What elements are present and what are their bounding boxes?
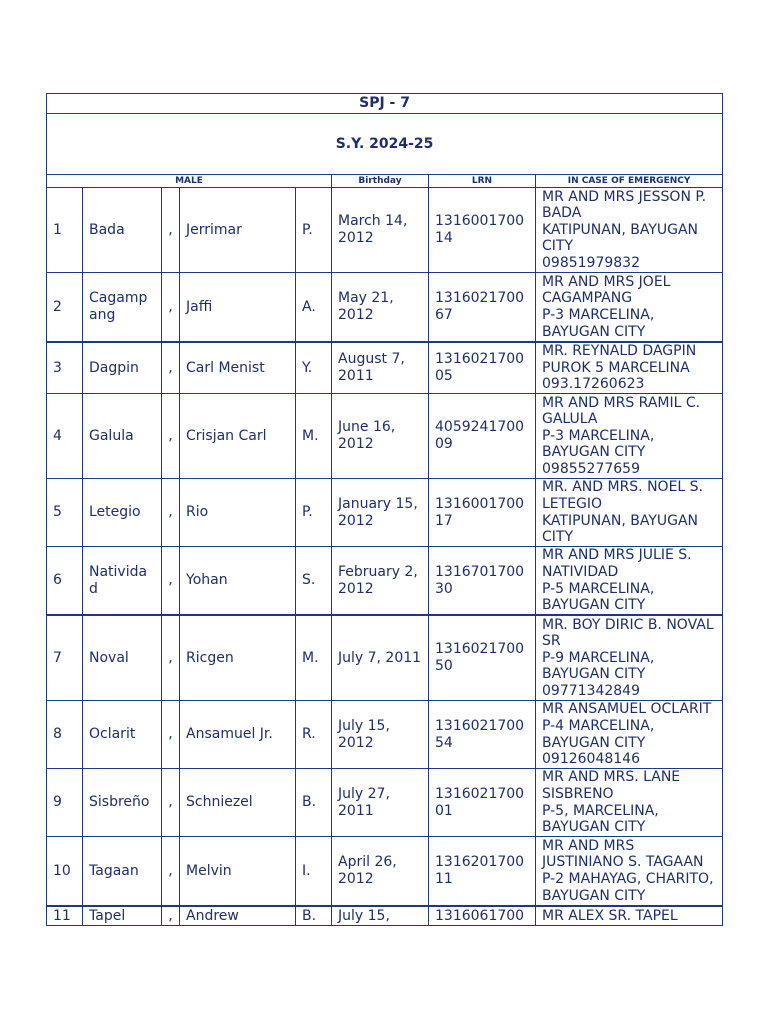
name-separator: ,: [162, 769, 180, 837]
student-first-name: Schniezel: [180, 769, 296, 837]
student-last-name: Natividad: [83, 547, 162, 616]
emergency-line: MR ALEX SR. TAPEL: [542, 907, 678, 924]
student-middle-initial: I.: [296, 837, 332, 907]
emergency-line: P-3 MARCELINA, BAYUGAN CITY: [542, 427, 655, 461]
student-number: 6: [47, 547, 83, 616]
student-number: 10: [47, 837, 83, 907]
name-separator: ,: [162, 701, 180, 769]
student-emergency-contact: [536, 479, 723, 547]
emergency-line: P-2 MAHAYAG, CHARITO, BAYUGAN CITY: [542, 871, 714, 904]
student-birthday: July 7, 2011: [332, 615, 429, 701]
student-number: 1: [47, 188, 83, 273]
student-number: 7: [47, 615, 83, 701]
student-last-name: Oclarit: [83, 701, 162, 769]
student-first-name: Jerrimar: [180, 188, 296, 273]
student-first-name: Carl Menist: [180, 342, 296, 394]
emergency-line: 09851979832: [542, 254, 640, 271]
emergency-line: 09126048146: [542, 751, 640, 768]
class-name: SPJ - 7: [47, 94, 723, 114]
student-emergency-contact: [536, 342, 723, 394]
student-emergency-contact: [536, 837, 723, 907]
column-header-row: [47, 175, 723, 188]
student-last-name: Letegio: [83, 479, 162, 547]
student-first-name: Melvin: [180, 837, 296, 907]
student-first-name: Yohan: [180, 547, 296, 616]
table-row: [47, 394, 723, 479]
student-last-name: Cagampang: [83, 273, 162, 343]
name-separator: ,: [162, 273, 180, 343]
student-lrn: 131602170001: [429, 769, 536, 837]
student-emergency-contact: [536, 906, 723, 926]
student-emergency-contact: [536, 769, 723, 837]
emergency-line: KATIPUNAN, BAYUGAN CITY: [542, 512, 699, 546]
name-separator: ,: [162, 479, 180, 547]
student-number: 4: [47, 394, 83, 479]
student-middle-initial: P.: [296, 188, 332, 273]
table-row: [47, 701, 723, 769]
student-middle-initial: M.: [296, 615, 332, 701]
school-year-row: [47, 114, 723, 175]
student-lrn: 131670170030: [429, 547, 536, 616]
student-middle-initial: S.: [296, 547, 332, 616]
student-middle-initial: B.: [296, 769, 332, 837]
emergency-line: MR AND MRS. LANE SISBRENO: [542, 769, 681, 802]
student-middle-initial: B.: [296, 906, 332, 926]
emergency-line: 09771342849: [542, 682, 640, 699]
emergency-header: IN CASE OF EMERGENCY: [536, 175, 723, 188]
table-row: [47, 188, 723, 273]
student-last-name: Bada: [83, 188, 162, 273]
student-lrn: 131620170011: [429, 837, 536, 907]
emergency-line: P-5 MARCELINA, BAYUGAN CITY: [542, 580, 655, 614]
student-last-name: Dagpin: [83, 342, 162, 394]
student-birthday: May 21, 2012: [332, 273, 429, 343]
student-birthday: July 15,: [332, 906, 429, 926]
student-birthday: August 7, 2011: [332, 342, 429, 394]
school-year: S.Y. 2024-25: [47, 114, 723, 175]
table-row: [47, 273, 723, 343]
student-middle-initial: M.: [296, 394, 332, 479]
student-number: 8: [47, 701, 83, 769]
emergency-line: PUROK 5 MARCELINA: [542, 359, 690, 376]
student-last-name: Tagaan: [83, 837, 162, 907]
table-row: [47, 615, 723, 701]
table-row: [47, 769, 723, 837]
emergency-line: MR AND MRS JOEL CAGAMPANG: [542, 273, 671, 307]
student-emergency-contact: [536, 394, 723, 479]
student-number: 3: [47, 342, 83, 394]
emergency-line: 09855277659: [542, 460, 640, 477]
student-lrn: 131602170050: [429, 615, 536, 701]
student-first-name: Jaffi: [180, 273, 296, 343]
name-separator: ,: [162, 547, 180, 616]
name-separator: ,: [162, 615, 180, 701]
emergency-line: MR AND MRS JUSTINIANO S. TAGAAN: [542, 837, 704, 871]
name-separator: ,: [162, 837, 180, 907]
student-lrn: 1316061700: [429, 906, 536, 926]
emergency-line: MR ANSAMUEL OCLARIT: [542, 701, 712, 718]
student-birthday: July 15, 2012: [332, 701, 429, 769]
table-row: [47, 906, 723, 926]
student-last-name: Noval: [83, 615, 162, 701]
student-last-name: Galula: [83, 394, 162, 479]
roster-body: [47, 94, 723, 926]
name-separator: ,: [162, 394, 180, 479]
student-roster-table: [46, 93, 723, 926]
student-number: 11: [47, 906, 83, 926]
student-first-name: Andrew: [180, 906, 296, 926]
student-emergency-contact: [536, 701, 723, 769]
student-emergency-contact: [536, 188, 723, 273]
student-last-name: Tapel: [83, 906, 162, 926]
student-first-name: Crisjan Carl: [180, 394, 296, 479]
emergency-line: MR. AND MRS. NOEL S. LETEGIO: [542, 479, 704, 512]
table-row: [47, 479, 723, 547]
student-birthday: March 14, 2012: [332, 188, 429, 273]
student-birthday: January 15, 2012: [332, 479, 429, 547]
student-number: 2: [47, 273, 83, 343]
male-header: MALE: [47, 175, 332, 188]
emergency-line: MR AND MRS RAMIL C. GALULA: [542, 394, 701, 428]
student-emergency-contact: [536, 273, 723, 343]
name-separator: ,: [162, 906, 180, 926]
table-row: [47, 837, 723, 907]
emergency-line: P-5, MARCELINA, BAYUGAN CITY: [542, 802, 659, 836]
emergency-line: KATIPUNAN, BAYUGAN CITY: [542, 221, 699, 255]
emergency-line: P-3 MARCELINA, BAYUGAN CITY: [542, 307, 655, 340]
student-birthday: February 2, 2012: [332, 547, 429, 616]
class-name-row: [47, 94, 723, 114]
emergency-line: 093.17260623: [542, 376, 645, 393]
student-birthday: April 26, 2012: [332, 837, 429, 907]
student-number: 5: [47, 479, 83, 547]
name-separator: ,: [162, 188, 180, 273]
student-middle-initial: Y.: [296, 342, 332, 394]
table-row: [47, 342, 723, 394]
student-birthday: June 16, 2012: [332, 394, 429, 479]
student-first-name: Ricgen: [180, 615, 296, 701]
emergency-line: MR. REYNALD DAGPIN: [542, 343, 697, 360]
student-first-name: Ansamuel Jr.: [180, 701, 296, 769]
student-middle-initial: R.: [296, 701, 332, 769]
table-row: [47, 547, 723, 616]
emergency-line: MR AND MRS JULIE S. NATIVIDAD: [542, 547, 692, 580]
emergency-line: P-4 MARCELINA, BAYUGAN CITY: [542, 717, 655, 751]
name-separator: ,: [162, 342, 180, 394]
emergency-line: MR AND MRS JESSON P. BADA: [542, 188, 707, 222]
student-last-name: Sisbreño: [83, 769, 162, 837]
student-first-name: Rio: [180, 479, 296, 547]
birthday-header: Birthday: [332, 175, 429, 188]
student-lrn: 131602170054: [429, 701, 536, 769]
student-birthday: July 27, 2011: [332, 769, 429, 837]
student-number: 9: [47, 769, 83, 837]
student-lrn: 131600170017: [429, 479, 536, 547]
student-middle-initial: A.: [296, 273, 332, 343]
student-emergency-contact: [536, 547, 723, 616]
student-lrn: 131602170005: [429, 342, 536, 394]
lrn-header: LRN: [429, 175, 536, 188]
student-lrn: 405924170009: [429, 394, 536, 479]
student-emergency-contact: [536, 615, 723, 701]
emergency-line: MR. BOY DIRIC B. NOVAL SR: [542, 616, 714, 650]
emergency-line: P-9 MARCELINA, BAYUGAN CITY: [542, 649, 655, 683]
student-lrn: 131602170067: [429, 273, 536, 343]
student-middle-initial: P.: [296, 479, 332, 547]
student-lrn: 131600170014: [429, 188, 536, 273]
